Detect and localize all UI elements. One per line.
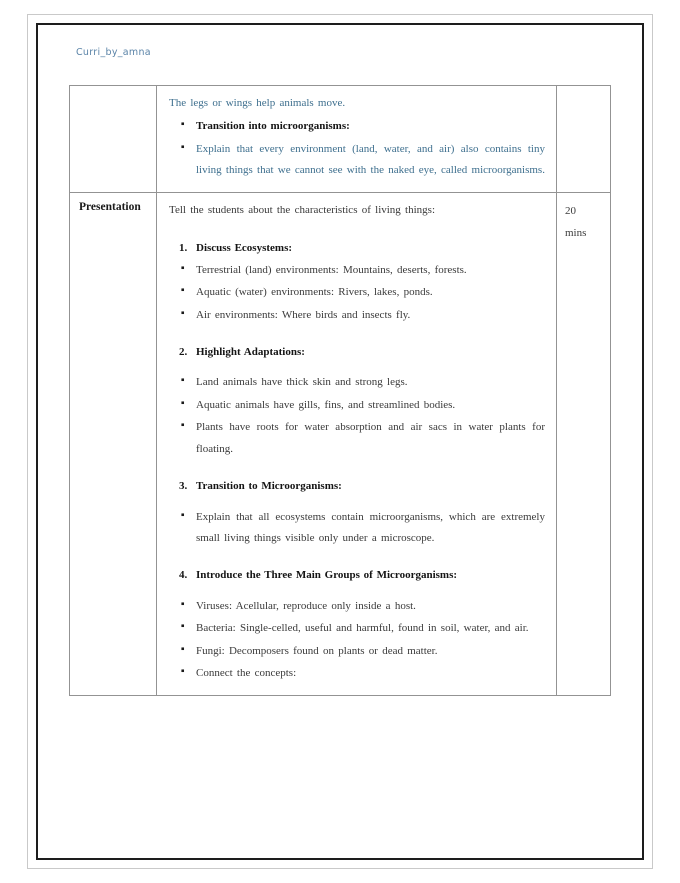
content-cell [157, 86, 557, 193]
heading-text: Introduce the Three Main Groups of Microorganisms: [196, 569, 458, 582]
content-body [157, 86, 556, 192]
document-running-header: Curri_by_amna [76, 47, 151, 58]
list-item: ▪ Land animals have thick skin and strong legs. [169, 372, 545, 393]
spacer [169, 327, 545, 342]
list-item: ▪ Plants have roots for water absorption and air sacs in water plants for floating. [169, 417, 545, 460]
content-cell [157, 192, 557, 695]
numbered-heading [169, 476, 545, 497]
list-item: ▪ Bacteria: Single-celled, useful and harmful, found in soil, water, and air. [169, 618, 545, 639]
numbered-heading [169, 342, 545, 363]
page-inner-border [36, 23, 644, 860]
spacer [169, 461, 545, 476]
spacer [169, 587, 545, 596]
duration-value [557, 193, 610, 253]
bullet-list [169, 507, 545, 550]
lesson-plan-table-body [70, 86, 611, 696]
list-item: ▪ Connect the concepts: [169, 663, 545, 684]
list-number: 2. [179, 345, 188, 358]
list-item: ▪ Viruses: Acellular, reproduce only inside a host. [169, 596, 545, 617]
heading-text: Highlight Adaptations: [196, 345, 305, 358]
lead-line: The legs or wings help animals move. [169, 97, 346, 109]
numbered-heading [169, 565, 545, 586]
spacer [169, 223, 545, 238]
page-canvas [38, 25, 642, 858]
bullet-list [169, 372, 545, 460]
spacer [169, 363, 545, 372]
list-item: ▪ Explain that every environment (land, water, and air) also contains tiny living things that we cannot see with the naked eye, called microorganisms. [169, 139, 545, 182]
duration-cell [557, 192, 611, 695]
content-body [157, 193, 556, 695]
duration-cell [557, 86, 611, 193]
page-outer-frame [27, 14, 653, 869]
stage-label: Presentation [79, 200, 141, 213]
heading-text: Discuss Ecosystems: [196, 242, 293, 255]
lead-line: Tell the students about the characteristics of living things: [169, 203, 436, 216]
lesson-plan-table [69, 85, 611, 696]
table-row [70, 86, 611, 193]
duration-number: 20 [565, 204, 576, 217]
stage-cell [70, 86, 157, 193]
stage-label [70, 86, 156, 102]
list-item: ▪ Transition into microorganisms: [169, 116, 545, 137]
spacer [169, 498, 545, 507]
stage-cell [70, 192, 157, 695]
bullet-list [169, 596, 545, 685]
list-number: 3. [179, 480, 188, 493]
list-item: ▪ Air environments: Where birds and insects fly. [169, 305, 545, 326]
list-number: 4. [179, 569, 188, 582]
heading-text: Transition to Microorganisms: [196, 480, 342, 493]
list-item: ▪ Terrestrial (land) environments: Mountains, deserts, forests. [169, 260, 545, 281]
bullet-list [169, 260, 545, 326]
spacer [169, 550, 545, 565]
list-number: 1. [179, 242, 188, 255]
list-item: ▪ Aquatic (water) environments: Rivers, lakes, ponds. [169, 282, 545, 303]
duration-unit: mins [565, 226, 587, 239]
numbered-heading [169, 238, 545, 259]
table-row [70, 192, 611, 695]
list-item: ▪ Aquatic animals have gills, fins, and streamlined bodies. [169, 395, 545, 416]
duration-value [557, 86, 610, 102]
list-item: ▪ Fungi: Decomposers found on plants or dead matter. [169, 641, 545, 662]
bullet-list [169, 116, 545, 181]
list-item: ▪ Explain that all ecosystems contain microorganisms, which are extremely small living things visible only under a microscope. [169, 507, 545, 550]
